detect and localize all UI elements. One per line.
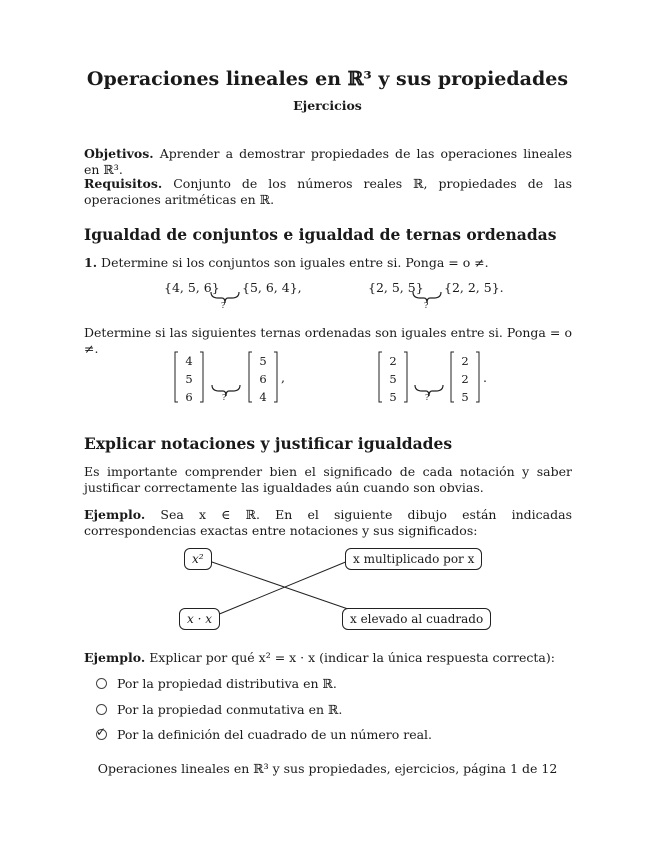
requisitos-paragraph (84, 176, 572, 208)
vector-entry: 2 (461, 372, 469, 386)
vector-entry: 4 (259, 390, 267, 404)
example-text: Sea x ∈ ℝ. En el siguiente dibujo están indicadas correspondencias exactas entre notaciones y sus significados: (84, 507, 572, 538)
page-footer: Operaciones lineales en ℝ³ y sus propiedades, ejercicios, página 1 de 12 (97, 761, 558, 776)
requisitos-label: Requisitos. (84, 176, 163, 191)
vector-entry: 5 (259, 354, 267, 368)
vector-1 (179, 352, 199, 406)
vector-entry: 5 (185, 372, 193, 386)
question-mark: ? (425, 393, 430, 402)
vector-entry: 2 (461, 354, 469, 368)
objetivos-text: Aprender a demostrar propiedades de las operaciones lineales en ℝ³. (84, 146, 572, 177)
vector-entry: 6 (185, 390, 193, 404)
example-2-paragraph (84, 650, 572, 666)
set-a-left: {4, 5, 6} (164, 280, 220, 295)
radio-checked-icon[interactable] (96, 725, 107, 740)
option-label: Por la propiedad conmutativa en ℝ. (117, 702, 343, 717)
vector-entry: 6 (259, 372, 267, 386)
option-distributiva[interactable] (96, 676, 337, 691)
option-conmutativa[interactable] (96, 702, 342, 717)
box-x-multiplied: x multiplicado por x (345, 548, 482, 570)
page-title: Operaciones lineales en ℝ³ y sus propiedades (86, 68, 569, 90)
vector-entry: 5 (389, 372, 397, 386)
question-mark: ? (222, 393, 227, 402)
vector-entry: 4 (185, 354, 193, 368)
option-label: Por la propiedad distributiva en ℝ. (117, 676, 337, 691)
exercise-1-paragraph (84, 255, 572, 271)
vector-entry: 5 (461, 390, 469, 404)
objetivos-label: Objetivos. (84, 146, 154, 161)
box-x-squared-words: x elevado al cuadrado (342, 608, 491, 630)
vector-entry: 5 (389, 390, 397, 404)
exercise-number: 1. (84, 255, 98, 270)
vector-entry: 2 (389, 354, 397, 368)
example-2-text: Explicar por qué x² = x · x (indicar la única respuesta correcta): (149, 650, 555, 665)
exercise-1-text: Determine si los conjuntos son iguales entre si. Ponga = o ≠. (101, 255, 489, 270)
page-subtitle: Ejercicios (293, 98, 362, 113)
question-mark: ? (221, 301, 226, 310)
requisitos-text: Conjunto de los números reales ℝ, propiedades de las operaciones aritméticas en ℝ. (84, 176, 572, 207)
example-label: Ejemplo. (84, 507, 146, 522)
tuples-paragraph: Determine si las siguientes ternas ordenadas son iguales entre si. Ponga = o ≠. (84, 325, 572, 356)
vector-2 (253, 352, 273, 406)
section-heading-sets: Igualdad de conjuntos e igualdad de ternas ordenadas (84, 225, 557, 244)
example-label: Ejemplo. (84, 650, 146, 665)
box-x-dot-x: x · x (179, 608, 220, 630)
intro-paragraph: Es importante comprender bien el significado de cada notación y saber justificar correctamente las igualdades aún cuando son obvias. (84, 464, 572, 495)
option-label: Por la definición del cuadrado de un número real. (117, 727, 433, 742)
option-definicion[interactable] (96, 727, 432, 742)
vector-4 (455, 352, 475, 406)
radio-icon[interactable] (96, 704, 107, 715)
section-heading-notations: Explicar notaciones y justificar igualdades (84, 434, 453, 453)
period: . (483, 370, 487, 385)
set-b-left: {2, 5, 5} (368, 280, 424, 295)
comma: , (281, 370, 285, 385)
set-a-right: {5, 6, 4}, (242, 280, 302, 295)
checkmark-icon: ✓ (96, 725, 107, 739)
box-x-squared: x² (184, 548, 212, 570)
radio-icon[interactable] (96, 678, 107, 689)
example-1-paragraph (84, 507, 572, 539)
vector-3 (383, 352, 403, 406)
set-b-right: {2, 2, 5}. (444, 280, 504, 295)
objetivos-paragraph (84, 146, 572, 178)
question-mark: ? (424, 301, 429, 310)
